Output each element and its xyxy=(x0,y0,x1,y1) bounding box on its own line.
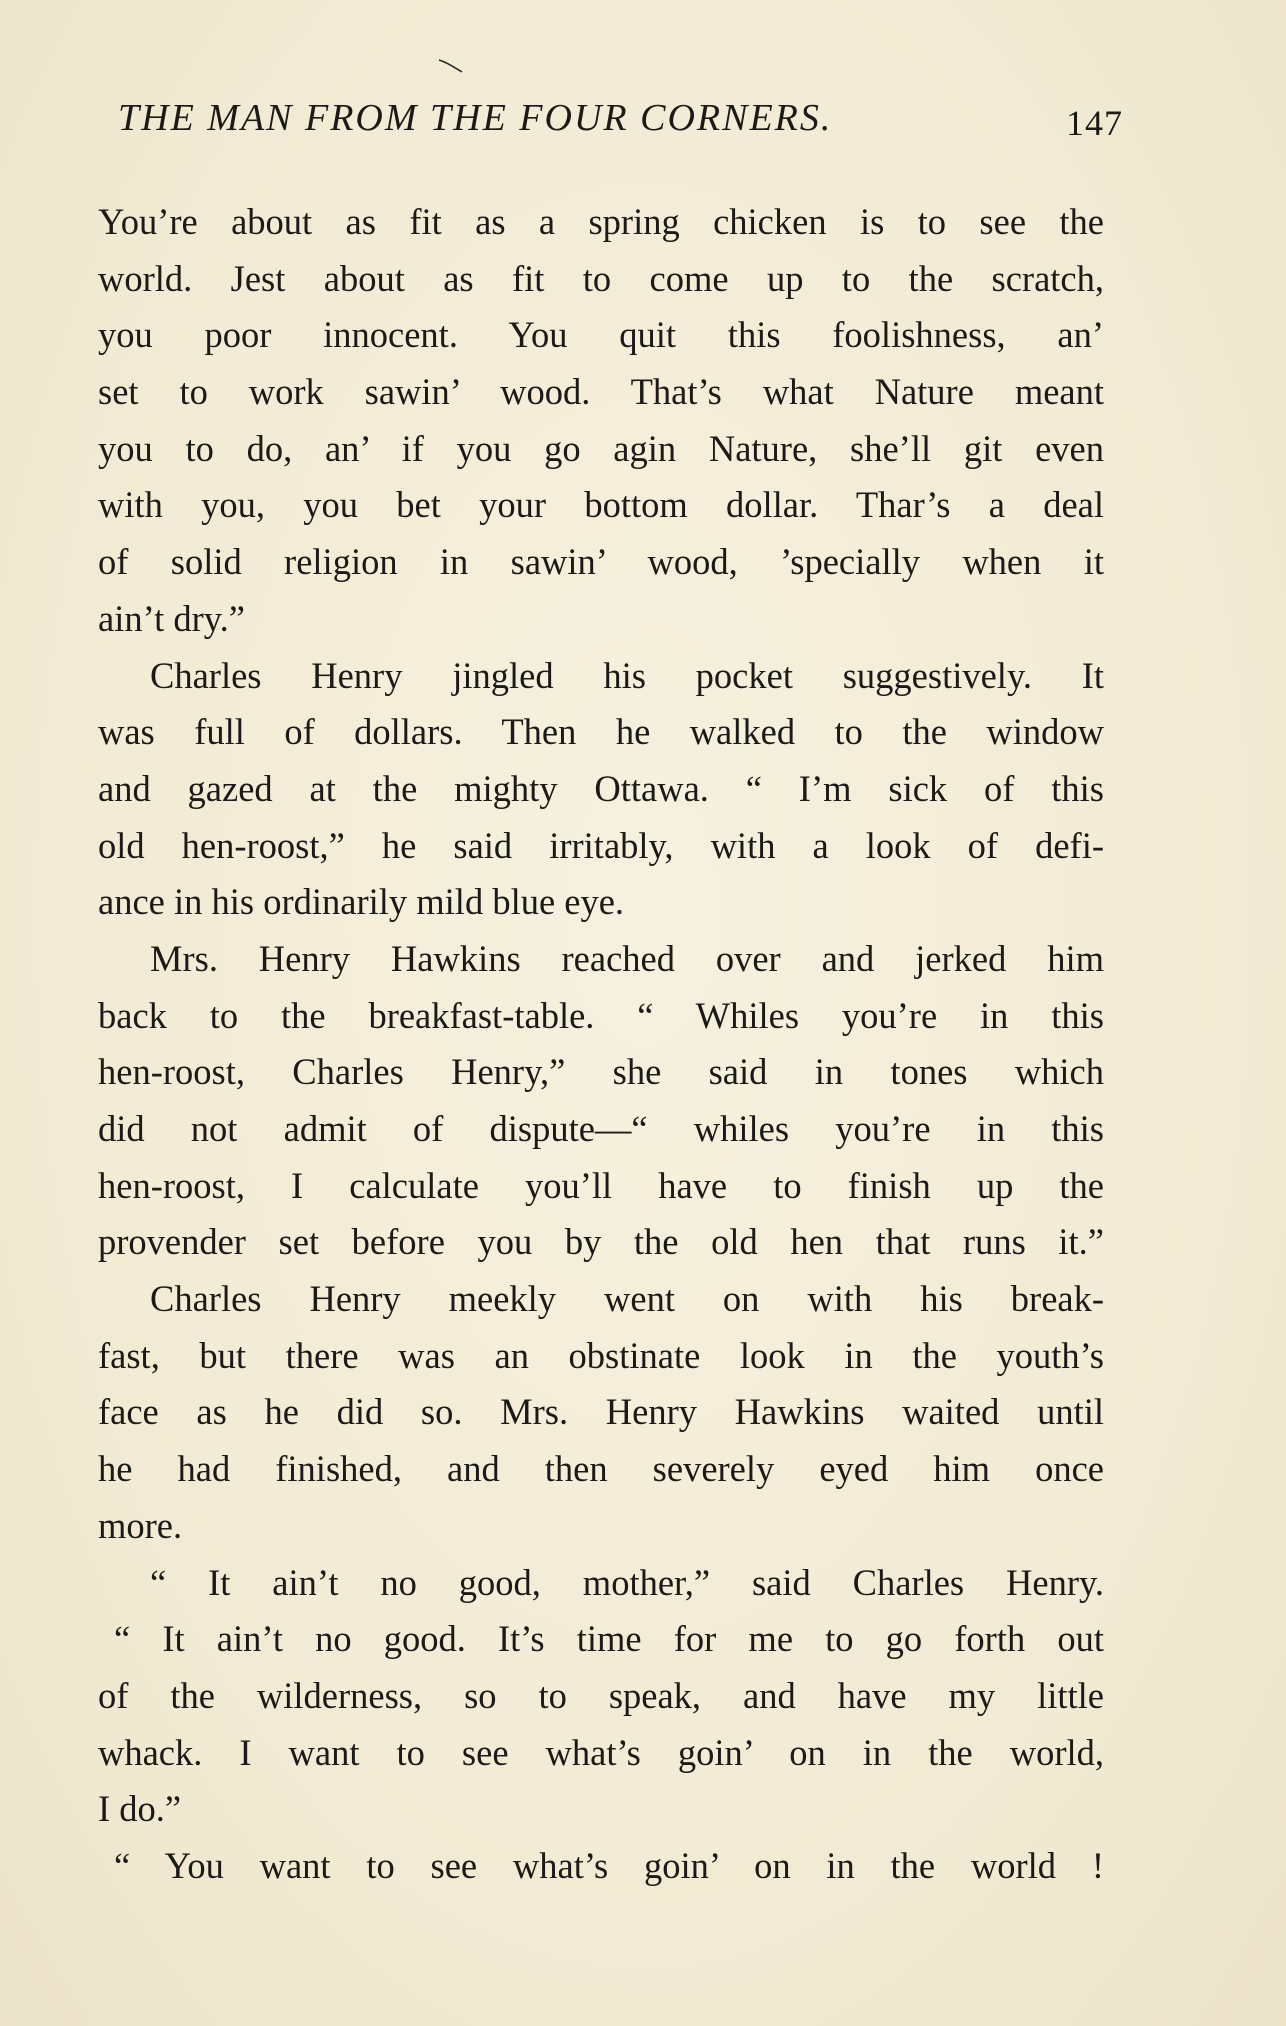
text-line: and gazed at the mighty Ottawa. “ I’m sick of this xyxy=(98,767,1104,809)
text-line: You’re about as fit as a spring chicken is to see the xyxy=(98,201,1104,242)
text-line: face as he did so. Mrs. Henry Hawkins waited until xyxy=(98,1391,1104,1433)
text-line: back to the breakfast-table. “ Whiles you’re in this xyxy=(98,994,1104,1036)
text-line: Charles Henry meekly went on with his break- xyxy=(150,1278,1104,1320)
text-line: whack. I want to see what’s goin’ on in the world, xyxy=(98,1731,1104,1773)
text-line: he had finished, and then severely eyed him once xyxy=(98,1448,1104,1490)
pencil-mark-icon xyxy=(438,58,464,80)
text-line: you poor innocent. You quit this foolishness, an’ xyxy=(98,314,1104,356)
text-line: of solid religion in sawin’ wood, ’specially when it xyxy=(98,541,1104,583)
text-line: was full of dollars. Then he walked to the window xyxy=(98,711,1104,753)
text-line: I do.” xyxy=(98,1788,182,1830)
text-line: you to do, an’ if you go agin Nature, she’ll git even xyxy=(98,427,1104,469)
text-line: hen-roost, Charles Henry,” she said in tones which xyxy=(98,1051,1104,1093)
text-line: provender set before you by the old hen that runs it.” xyxy=(98,1221,1104,1263)
text-line: hen-roost, I calculate you’ll have to finish up the xyxy=(98,1164,1104,1206)
text-line: Mrs. Henry Hawkins reached over and jerked him xyxy=(150,937,1104,979)
text-line: did not admit of dispute—“ whiles you’re in this xyxy=(98,1108,1104,1149)
body-text xyxy=(98,194,1104,1895)
text-line: “ You want to see what’s goin’ on in the world ! xyxy=(114,1844,1104,1886)
text-line: of the wilderness, so to speak, and have my little xyxy=(98,1674,1104,1716)
text-line: Charles Henry jingled his pocket suggestively. It xyxy=(150,654,1104,696)
text-line: ain’t dry.” xyxy=(98,597,245,639)
text-line: “ It ain’t no good. It’s time for me to go forth out xyxy=(114,1618,1104,1660)
text-line: old hen-roost,” he said irritably, with a look of defi- xyxy=(98,824,1104,866)
text-line: ance in his ordinarily mild blue eye. xyxy=(98,881,625,923)
page-header xyxy=(118,96,1123,150)
page-number: 147 xyxy=(1066,103,1123,143)
text-line: set to work sawin’ wood. That’s what Nature meant xyxy=(98,371,1104,413)
text-line: world. Jest about as fit to come up to the scratch, xyxy=(98,257,1104,299)
running-title: THE MAN FROM THE FOUR CORNERS. xyxy=(118,97,833,139)
text-line: more. xyxy=(98,1504,183,1546)
text-line: fast, but there was an obstinate look in the youth’s xyxy=(98,1334,1104,1376)
text-line: with you, you bet your bottom dollar. Thar’s a deal xyxy=(98,484,1104,526)
text-line: “ It ain’t no good, mother,” said Charles Henry. xyxy=(150,1561,1104,1603)
